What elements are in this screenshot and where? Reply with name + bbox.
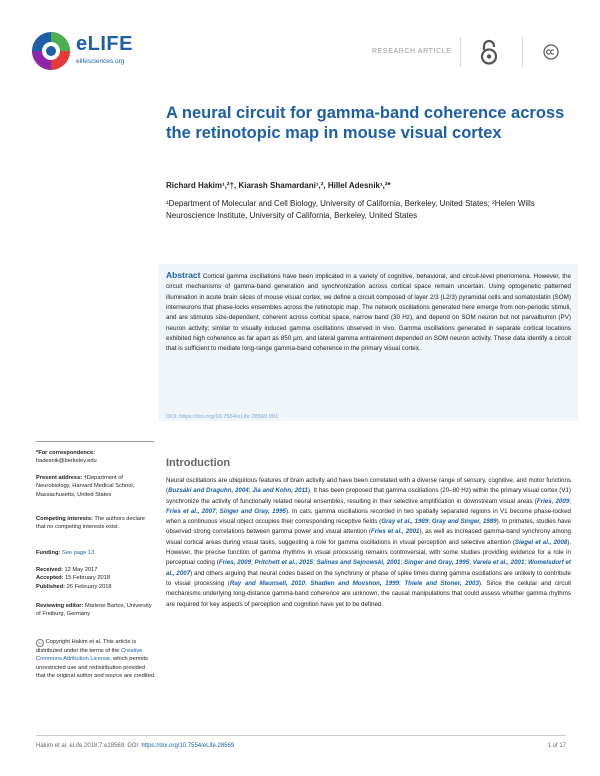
body-text: ), as well as increased gamma-band synchrony among visual cortical areas during visual tasks, suggesting a role for gamma oscillations in visual perception and selective attention (	[166, 528, 571, 546]
accepted-label: Accepted:	[36, 575, 64, 582]
citation-link[interactable]: Fries et al., 2007	[166, 507, 216, 515]
present-address-block	[36, 474, 156, 499]
correspondence-label: *For correspondence:	[36, 450, 96, 456]
correspondence-email[interactable]: hadesnik@berkeley.edu	[36, 458, 97, 465]
page-number: 1 of 17	[547, 743, 566, 749]
citation-link[interactable]: Fries et al., 2001	[370, 528, 420, 536]
open-access-icon	[478, 39, 500, 65]
citation-link[interactable]: Gray and Singer, 1989	[431, 518, 497, 526]
published-label: Published:	[36, 583, 66, 590]
page-header	[0, 0, 600, 80]
received-label: Received:	[36, 567, 63, 573]
article-title: A neural circuit for gamma-band coherence across the retinotopic map in mouse visual cortex	[166, 104, 565, 142]
body-text: ;	[569, 497, 571, 505]
citation-link[interactable]: Jia and Kohn, 2011	[252, 487, 308, 495]
author-list: Richard Hakim¹,²†, Kiarash Shamardani¹,², Hillel Adesnik¹,²*	[166, 181, 391, 190]
copyright-tail: which permits unrestricted use and redistribution provided that the original author and source are credited.	[36, 656, 156, 680]
introduction-body	[166, 476, 571, 610]
body-text: ;	[248, 487, 253, 495]
footer-citation	[36, 743, 234, 749]
creative-commons-icon	[543, 44, 559, 60]
body-text: Neural oscillations are ubiquitous features of brain activity and have been correlated with a diverse range of sensory, cognitive, and motor functions (	[166, 477, 571, 495]
article-type-label: RESEARCH ARTICLE	[372, 48, 452, 55]
copyright-text: Copyright Hakim et al. This article is distributed under the terms of the	[36, 639, 137, 654]
reviewing-editor-label: Reviewing editor:	[36, 603, 84, 609]
elife-logo-url: elifesciences.org	[76, 58, 125, 65]
funding-block	[36, 549, 156, 557]
body-text: ;	[305, 579, 311, 587]
citation-text: Hakim et al. eLife 2018;7:e28569.	[36, 743, 126, 749]
correspondence-block	[36, 449, 156, 466]
body-text: ;	[250, 559, 255, 567]
footer-divider	[36, 735, 566, 736]
accepted-date: 15 February 2018	[65, 575, 110, 582]
footer-doi-link[interactable]: https://doi.org/10.7554/eLife.28569	[141, 743, 235, 749]
citation-link[interactable]: Fries, 2009	[536, 497, 570, 505]
body-text: ). Since the cellular and circuit mechanisms underlying long-distance gamma-band coherence are unknown, the causal manipulations that could assess whether gamma rhythms are required for key aspects of perception and cognition have yet to be defined.	[166, 579, 571, 608]
reviewing-editor-block	[36, 602, 156, 619]
abstract-heading: Abstract	[166, 270, 201, 280]
introduction-heading: Introduction	[166, 457, 231, 469]
elife-logo-text: eLIFE	[76, 33, 133, 55]
citation-link[interactable]: Fries, 2009	[218, 559, 251, 567]
citation-link[interactable]: Thiele and Stoner, 2003	[404, 579, 479, 587]
reviewing-editor-name: Marlene Bartos, University of Freiburg, Germany	[36, 603, 152, 618]
present-address-label: Present address:	[36, 475, 83, 481]
abstract-doi-link[interactable]: DOI: https://doi.org/10.7554/eLife.28569.001	[166, 414, 279, 420]
present-address-text: †Department of Neurobiology, Harvard Medical School, Massachusetts, United States	[36, 475, 135, 498]
competing-interests-block	[36, 515, 156, 532]
citation-link[interactable]: Singer and Gray, 1995	[219, 507, 286, 515]
published-date: 26 February 2018	[66, 583, 112, 590]
dates-block	[36, 566, 156, 591]
abstract-text: Cortical gamma oscillations have been implicated in a variety of cognitive, behavioral, and circuit-level phenomena. However, the circuit mechanisms of gamma-band generation and synchronization across cortical space remain uncertain. Using optogenetic patterned illumination in acute brain slices of mouse visual cortex, we define a circuit composed of layer 2/3 (L2/3) pyramidal cells and somatostatin (SOM) interneurons that phase-locks ensembles across the retinotopic map. The network oscillations generated here emerge from non-periodic stimuli, and are stimulus size-dependent, coherent across cortical space, narrow band (30 Hz), and depend on SOM neuron but not parvalbumin (PV) neuron activity; similar to visually induced gamma oscillations observed in vivo. Gamma oscillations generated in separate cortical locations exhibited high coherence as far apart as 850 µm, and lateral gamma entrainment depended on SOM neuron activity. These data identify a circuit that is sufficient to mediate long-range gamma-band coherence in the primary visual cortex.	[166, 273, 571, 353]
sidebar-divider	[36, 441, 154, 442]
citation-link[interactable]: Siegel et al., 2008	[514, 538, 568, 546]
body-text: ). However, the precise function of gamma rhythms in visual processing remains controversial, with some studies providing evidence for a role in perceptual coding (	[166, 538, 571, 567]
citation-link[interactable]: Pritchett et al., 2015	[254, 559, 313, 567]
citation-link[interactable]: Salinas and Sejnowski, 2001	[316, 559, 401, 567]
doi-label: DOI:	[127, 743, 140, 749]
header-divider	[460, 37, 461, 67]
header-divider	[522, 37, 523, 67]
funding-link[interactable]: See page 13	[61, 550, 95, 556]
body-text: ;	[524, 559, 528, 567]
affiliations: ¹Department of Molecular and Cell Biology, University of California, Berkeley, United States; ²Helen Wills Neuroscience Institute, University of California, Berkeley, United States	[166, 199, 535, 220]
funding-label: Funding:	[36, 550, 61, 556]
body-text: ). It has been proposed that gamma oscillations (20–80 Hz) within the primary visual cortex (V1) synchronize the activity of functionally related neural ensembles, resulting in their selective amplification in downstream visual areas (	[166, 487, 571, 505]
body-text: ;	[399, 579, 405, 587]
citation-link[interactable]: Buzsáki and Draguhn, 2004	[168, 487, 249, 495]
competing-interests-text: The authors declare that no competing interests exist.	[36, 516, 145, 531]
citation-link[interactable]: Shadlen and Movshon, 1999	[310, 579, 400, 587]
elife-logo[interactable]	[30, 30, 180, 74]
body-text: ;	[215, 507, 220, 515]
received-date: 12 May 2017	[64, 567, 98, 573]
body-text: ;	[428, 518, 432, 526]
abstract	[166, 270, 571, 355]
competing-interests-label: Competing interests:	[36, 516, 93, 522]
citation-link[interactable]: Singer and Gray, 1995	[404, 559, 470, 567]
citation-link[interactable]: Varela et al., 2001	[472, 559, 525, 567]
body-text: ). In primates, studies have observed strong correlations between gamma power and visual attention (	[166, 518, 571, 536]
body-text: ) and others arguing that neural codes based on the synchrony or phase of spike times during gamma oscillations are unlikely to contribute to visual processing (	[166, 569, 571, 587]
license-link[interactable]: Creative Commons Attribution License,	[36, 648, 143, 663]
body-text: ;	[313, 559, 317, 567]
citation-link[interactable]: Gray et al., 1989	[381, 518, 429, 526]
citation-link[interactable]: Womelsdorf et al., 2007	[166, 559, 571, 577]
elife-logo-icon	[30, 30, 72, 72]
copyright-icon: cc	[38, 640, 42, 645]
body-text: ;	[400, 559, 405, 567]
body-text: ). In cats, gamma oscillations recorded in two spatially separated regions in V1 become phase-locked when a continuous visual object occupies their corresponding receptive fields (	[166, 507, 571, 526]
body-text: ;	[469, 559, 473, 567]
citation-link[interactable]: Ray and Maunsell, 2010	[229, 579, 306, 587]
copyright-block	[36, 638, 156, 681]
